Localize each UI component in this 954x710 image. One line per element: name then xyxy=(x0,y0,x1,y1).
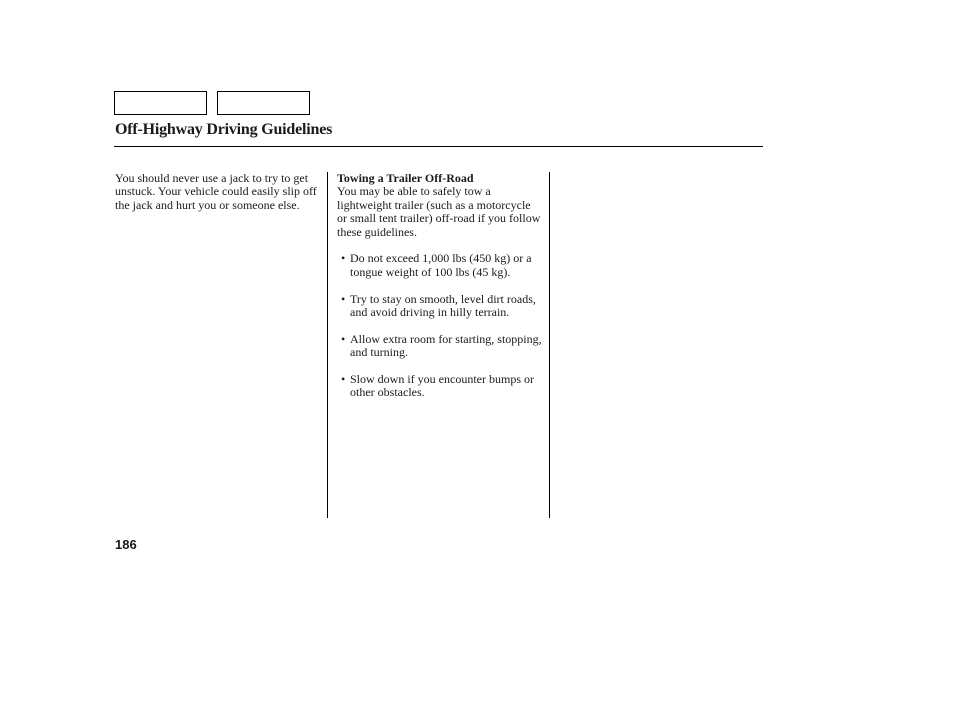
list-item xyxy=(337,333,542,360)
index-button[interactable] xyxy=(217,91,310,115)
list-item-text: Slow down if you encounter bumps or other obstacles. xyxy=(350,372,534,400)
bullet-icon: • xyxy=(341,331,346,346)
list-item xyxy=(337,293,542,320)
page-number: 186 xyxy=(115,537,137,552)
jack-warning-paragraph: You should never use a jack to try to get unstuck. Your vehicle could easily slip off the jack and hurt you or someone else. xyxy=(115,171,317,212)
guidelines-list xyxy=(337,252,542,399)
list-item xyxy=(337,373,542,400)
column-divider-right xyxy=(549,172,550,518)
main-menu-button[interactable] xyxy=(114,91,207,115)
bullet-icon: • xyxy=(341,291,346,306)
section-heading: Towing a Trailer Off-Road xyxy=(337,171,474,185)
list-item-text: Try to stay on smooth, level dirt roads, and avoid driving in hilly terrain. xyxy=(350,291,536,320)
middle-column xyxy=(337,172,542,400)
list-item xyxy=(337,252,542,279)
bullet-icon: • xyxy=(341,251,346,266)
page-title: Off-Highway Driving Guidelines xyxy=(115,121,333,138)
left-column xyxy=(115,172,320,212)
list-item-text: Allow extra room for starting, stopping, and turning. xyxy=(350,331,542,360)
intro-paragraph: You may be able to safely tow a lightweight trailer (such as a motorcycle or small tent trailer) off-road if you follow these guidelines. xyxy=(337,184,541,239)
column-divider-left xyxy=(327,172,328,518)
list-item-text: Do not exceed 1,000 lbs (450 kg) or a tongue weight of 100 lbs (45 kg). xyxy=(350,251,532,279)
bullet-icon: • xyxy=(341,372,346,387)
title-divider xyxy=(114,146,763,147)
